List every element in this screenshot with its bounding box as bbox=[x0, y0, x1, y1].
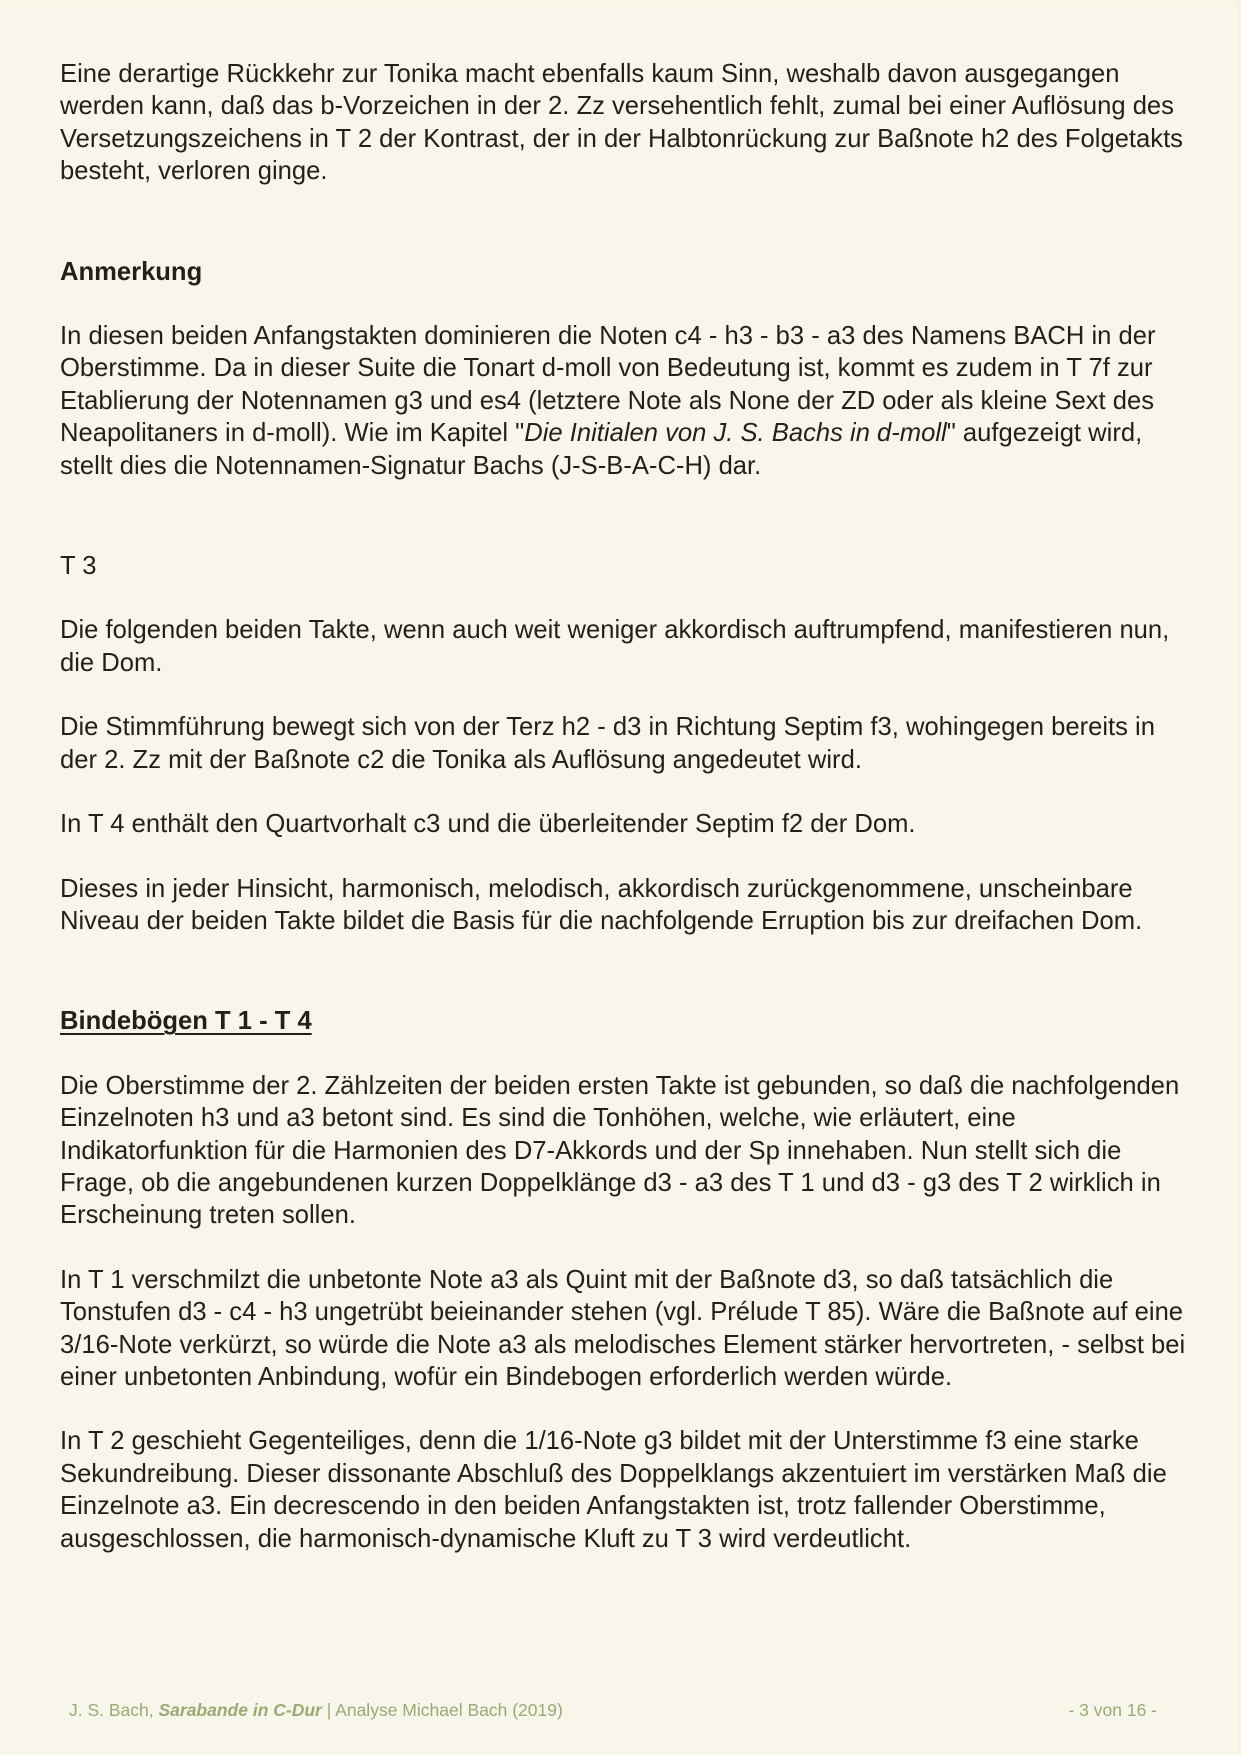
paragraph-bindeboegen-1: Die Oberstimme der 2. Zählzeiten der beiden ersten Takte ist gebunden, so daß die nachfolgenden Einzelnoten h3 und a3 betont sind. Es sind die Tonhöhen, welche, wie erläutert, eine Indikatorfunktion für die Harmonien des D7-Akkords und der Sp innehaben. Nun stellt sich die Frage, ob die angebundenen kurzen Doppelklänge d3 - a3 des T 1 und d3 - g3 des T 2 wirklich in Erscheinung treten sollen. bbox=[60, 1071, 1180, 1230]
paragraph-bindeboegen-3: In T 2 geschieht Gegenteiliges, denn die 1/16-Note g3 bildet mit der Unterstimme f3 eine starke Sekundreibung. Dieser dissonante Abschluß des Doppelklangs akzentuiert im verstärken Maß die Einzelnote a3. Ein decrescendo in den beiden Anfangstakten ist, trotz fallender Oberstimme, ausgeschlossen, die harmonisch-dynamische Kluft zu T 3 wird verdeutlicht. bbox=[60, 1427, 1167, 1553]
page-top-edge bbox=[0, 0, 1241, 4]
paragraph-t3-4: Dieses in jeder Hinsicht, harmonisch, melodisch, akkordisch zurückgenommene, unscheinbare Niveau der beiden Takte bildet die Basis für die nachfolgende Erruption bis zur dreifachen Dom. bbox=[60, 874, 1143, 935]
paragraph-anmerkung bbox=[60, 320, 1190, 482]
footer-analysis: | Analyse Michael Bach (2019) bbox=[321, 1700, 563, 1720]
paragraph-t3-3: In T 4 enthält den Quartvorhalt c3 und die überleitender Septim f2 der Dom. bbox=[60, 810, 916, 839]
page-content bbox=[60, 58, 1190, 1555]
footer-work-title: Sarabande in C-Dur bbox=[158, 1700, 322, 1720]
paragraph-t3-1: Die folgenden beiden Takte, wenn auch weit weniger akkordisch auftrumpfend, manifestieren nun, die Dom. bbox=[60, 616, 1170, 677]
heading-anmerkung: Anmerkung bbox=[60, 257, 203, 286]
footer-citation bbox=[69, 1700, 563, 1721]
footer-author: J. S. Bach, bbox=[69, 1700, 159, 1720]
paragraph-bindeboegen-2: In T 1 verschmilzt die unbetonte Note a3 als Quint mit der Baßnote d3, so daß tatsächlich die Tonstufen d3 - c4 - h3 ungetrübt beieinander stehen (vgl. Prélude T 85). Wäre die Baßnote auf eine 3/16-Note verkürzt, so würde die Note a3 als melodisches Element stärker hervortreten, - selbst bei einer unbetonten Anbindung, wofür ein Bindebogen erforderlich werden würde. bbox=[60, 1265, 1186, 1391]
page-number: - 3 von 16 - bbox=[1068, 1700, 1157, 1720]
heading-bindeboegen: Bindebögen T 1 - T 4 bbox=[60, 1007, 312, 1036]
anmerkung-text-post: " aufgezeigt wird, stellt dies die Notennamen-Signatur Bachs (J-S-B-A-C-H) dar. bbox=[60, 419, 1143, 480]
chapter-reference: Die Initialen von J. S. Bachs in d-moll bbox=[524, 419, 947, 448]
paragraph-t3-2: Die Stimmführung bewegt sich von der Terz h2 - d3 in Richtung Septim f3, wohingegen bereits in der 2. Zz mit der Baßnote c2 die Tonika als Auflösung angedeutet wird. bbox=[60, 713, 1155, 774]
paragraph-tonika-rueckkehr: Eine derartige Rückkehr zur Tonika macht ebenfalls kaum Sinn, weshalb davon ausgegangen werden kann, daß das b-Vorzeichen in der 2. Zz versehentlich fehlt, zumal bei einer Auflösung des Versetzungszeichens in T 2 der Kontrast, der in der Halbtonrückung zur Baßnote h2 des Folgetakts besteht, verloren ginge. bbox=[60, 60, 1183, 186]
page-footer bbox=[69, 1700, 1157, 1721]
heading-t3: T 3 bbox=[60, 552, 97, 581]
anmerkung-text-pre: In diesen beiden Anfangstakten dominieren die Noten c4 - h3 - b3 - a3 des Namens BACH in der Oberstimme. Da in dieser Suite die Tonart d-moll von Bedeutung ist, kommt es zudem in T 7f zur Etablierung der Notennamen g3 und es4 (letztere Note als None der ZD oder als kleine Sext des Neapolitaners in d-moll). Wie im Kapitel " bbox=[60, 322, 1156, 448]
